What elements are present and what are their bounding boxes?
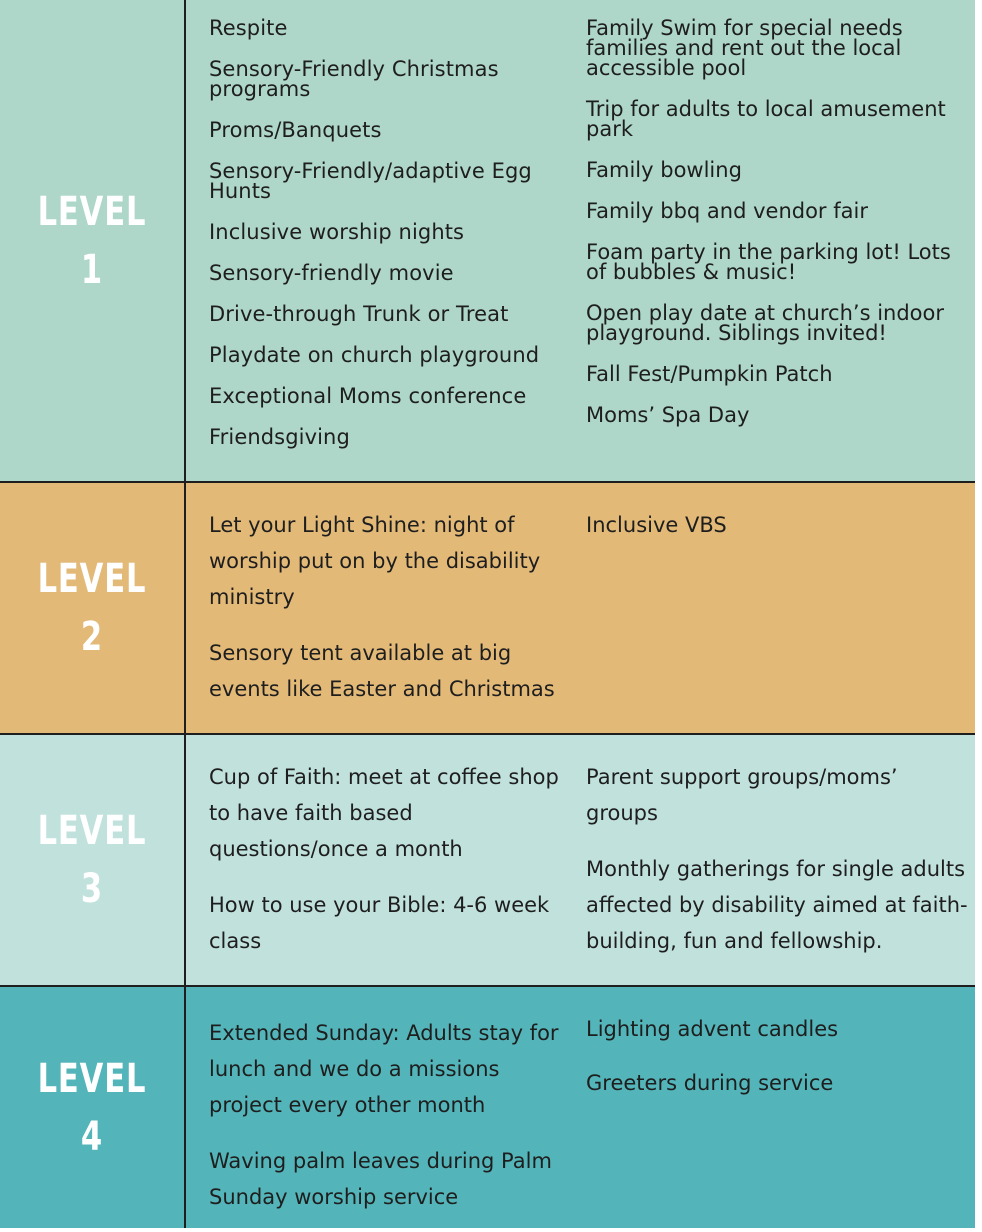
activity-item: Monthly gatherings for single adults affected by disability aimed at faith-building, fun and fellowship.	[586, 857, 968, 953]
level-1-label	[38, 183, 147, 299]
activity-list	[586, 18, 972, 425]
level-3-label	[38, 802, 147, 918]
level-1-column-2	[562, 0, 972, 481]
activity-item: Waving palm leaves during Palm Sunday worship service	[209, 1149, 552, 1209]
activity-item: Fall Fest/Pumpkin Patch	[586, 362, 833, 386]
level-number: 2	[80, 614, 104, 660]
activity-item: Moms’ Spa Day	[586, 403, 750, 427]
activity-item: Drive-through Trunk or Treat	[209, 302, 509, 326]
activity-list	[586, 507, 972, 543]
level-number: 1	[80, 246, 104, 293]
activity-item: Family Swim for special needs families and rent out the local accessible pool	[586, 16, 903, 80]
activity-item: Foam party in the parking lot! Lots of bubbles & music!	[586, 240, 951, 284]
level-3-column-2	[562, 735, 972, 985]
level-3-column-1	[186, 735, 562, 985]
level-4-label-cell	[0, 987, 186, 1228]
level-number: 3	[80, 866, 104, 912]
activity-list	[209, 507, 562, 707]
level-2-row	[0, 481, 975, 733]
activity-item: Respite	[209, 16, 288, 40]
level-1-label-cell	[0, 0, 186, 481]
activity-item: Trip for adults to local amusement park	[586, 97, 946, 141]
activity-item: Cup of Faith: meet at coffee shop to have faith based questions/once a month	[209, 765, 559, 861]
activity-item: Proms/Banquets	[209, 118, 382, 142]
activity-item: Inclusive VBS	[586, 513, 727, 537]
level-word: LEVEL	[37, 188, 147, 235]
activity-item: Family bowling	[586, 158, 742, 182]
activity-item: Extended Sunday: Adults stay for lunch and we do a missions project every other month	[209, 1021, 559, 1117]
activity-list	[209, 759, 562, 959]
activity-item: How to use your Bible: 4-6 week class	[209, 893, 550, 953]
level-4-column-1	[186, 987, 562, 1228]
activity-item: Open play date at church’s indoor playground. Siblings invited!	[586, 301, 944, 345]
level-word: LEVEL	[37, 808, 147, 854]
level-word: LEVEL	[37, 556, 147, 602]
level-word: LEVEL	[37, 1055, 147, 1102]
activity-item: Parent support groups/moms’ groups	[586, 765, 898, 825]
activity-item: Lighting advent candles	[586, 1017, 839, 1041]
activity-item: Playdate on church playground	[209, 343, 540, 367]
activity-list	[586, 1011, 972, 1101]
activity-item: Sensory-Friendly/adaptive Egg Hunts	[209, 159, 532, 203]
activity-item: Sensory-Friendly Christmas programs	[209, 57, 499, 101]
level-3-label-cell	[0, 735, 186, 985]
level-3-row	[0, 733, 975, 985]
activity-item: Exceptional Moms conference	[209, 384, 527, 408]
level-number: 4	[80, 1113, 104, 1160]
level-4-column-2	[562, 987, 972, 1228]
level-2-column-2	[562, 483, 972, 733]
level-1-column-1	[186, 0, 562, 481]
activity-item: Friendsgiving	[209, 425, 350, 449]
activity-item: Family bbq and vendor fair	[586, 199, 868, 223]
activity-item: Sensory tent available at big events like Easter and Christmas	[209, 641, 555, 701]
activity-list	[209, 18, 562, 447]
level-1-row	[0, 0, 975, 481]
level-2-column-1	[186, 483, 562, 733]
activity-list	[586, 759, 972, 959]
level-4-row	[0, 985, 975, 1228]
level-2-label	[38, 550, 147, 666]
level-2-label-cell	[0, 483, 186, 733]
activity-list	[209, 1015, 562, 1215]
activity-item: Inclusive worship nights	[209, 220, 465, 244]
activity-item: Greeters during service	[586, 1071, 834, 1095]
activity-item: Let your Light Shine: night of worship put on by the disability ministry	[209, 513, 541, 609]
activity-item: Sensory-friendly movie	[209, 261, 454, 285]
level-4-label	[38, 1050, 147, 1166]
